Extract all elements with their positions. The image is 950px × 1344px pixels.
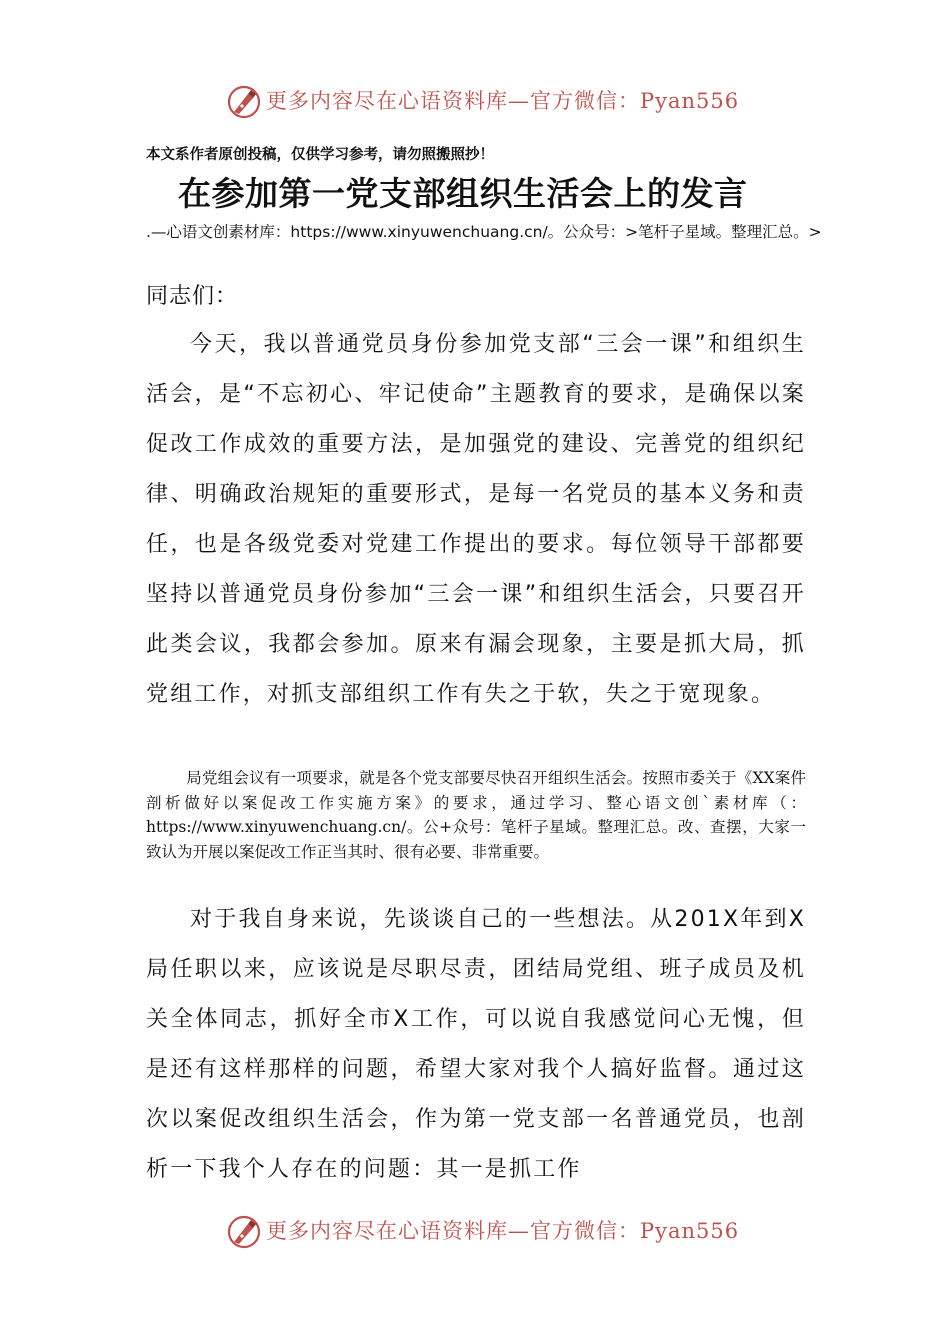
pen-nib-logo-icon [226,84,262,120]
copyright-notice: 本文系作者原创投稿，仅供学习参考，请勿照搬照抄！ [146,146,494,163]
greeting: 同志们： [146,284,239,309]
pen-nib-logo-icon [226,1214,262,1250]
watermark-text: 更多内容尽在心语资料库—官方微信：Pyan556 [266,1219,740,1243]
paragraph-1: 今天，我以普通党员身份参加党支部“三会一课”和组织生活会，是“不忘初心、牢记使命”主题教育的要求，是确保以案促改工作成效的重要方法，是加强党的建设、完善党的组织纪律、明确政治规矩的重要形式，是每一名党员的基本义务和责任，也是各级党委对党建工作提出的要求。每位领导干部都要坚持以普通党员身份参加“三会一课”和组织生活会，只要召开此类会议，我都会参加。原来有漏会现象，主要是抓大局，抓党组工作，对抓支部组织工作有失之于软，失之于宽现象。 [146,332,806,707]
paragraph-2: 局党组会议有一项要求，就是各个党支部要尽快召开组织生活会。按照市委关于《XX案件剖析做好以案促改工作实施方案》的要求，通过学习、整心语文创`素材库（：https://www.xinyuwenchuang.cn/。公+众号：笔杆子星域。整理汇总。改、查摆，大家一致认为开展以案促改工作正当其时、很有必要、非常重要。 [146,769,806,861]
document-title: 在参加第一党支部组织生活会上的发言 [178,174,748,213]
source-line: .—心语文创素材库：https://www.xinyuwenchuang.cn/。公众号：>笔杆子星域。整理汇总。> [146,223,822,241]
watermark-footer [0,1210,950,1254]
watermark-header [0,80,950,124]
watermark-text: 更多内容尽在心语资料库—官方微信：Pyan556 [266,89,740,113]
paragraph-3: 对于我自身来说，先谈谈自己的一些想法。从201X年到X局任职以来，应该说是尽职尽责，团结局党组、班子成员及机关全体同志，抓好全市X工作，可以说自我感觉问心无愧，但是还有这样那样的问题，希望大家对我个人搞好监督。通过这次以案促改组织生活会，作为第一党支部一名普通党员，也剖析一下我个人存在的问题：其一是抓工作 [146,907,806,1182]
